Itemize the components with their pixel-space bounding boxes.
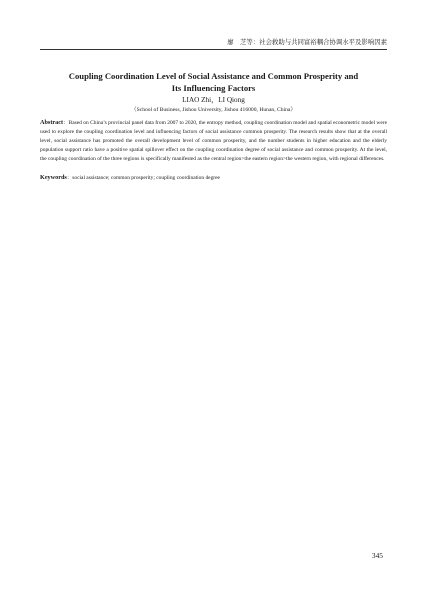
page-number: 345 <box>371 551 383 560</box>
keywords-text: social assistance; common prosperity; coupling coordination degree <box>72 175 220 181</box>
running-header: 廖 芝等：社会救助与共同富裕耦合协调水平及影响因素 <box>40 39 387 50</box>
title-line-2: Its Influencing Factors <box>171 83 256 93</box>
paper-title <box>40 70 387 94</box>
affiliation: （School of Business, Jishou University, Jishou 416000, Hunan, China） <box>131 107 296 113</box>
authors: LIAO Zhi，LI Qiong <box>182 96 245 104</box>
keywords-label: Keywords <box>40 174 67 181</box>
abstract-text: Based on China’s provincial panel data from 2007 to 2020, the entropy method, coupling coordination model and spatial econometric model were used to explore the coupling coordination level and influencing factors of social assistance common prosperity. The research results show that at the overall level, social assistance has promoted the overall development level of common prosperity, and the number students in higher education and the elderly population support ratio have a positive spatial spillover effect on the coupling coordination degree of social assistance and common prosperity. At the level, the coupling coordination of the three regions is specifically manifested as the central region>the eastern region>the western region, with regional differences. <box>40 120 387 163</box>
abstract-separator: ： <box>63 120 69 126</box>
title-line-1: Coupling Coordination Level of Social Assistance and Common Prosperity and <box>68 71 359 81</box>
abstract <box>40 118 387 164</box>
keywords <box>40 173 387 183</box>
keywords-separator: ： <box>66 175 73 181</box>
abstract-label: Abstract <box>40 119 64 126</box>
